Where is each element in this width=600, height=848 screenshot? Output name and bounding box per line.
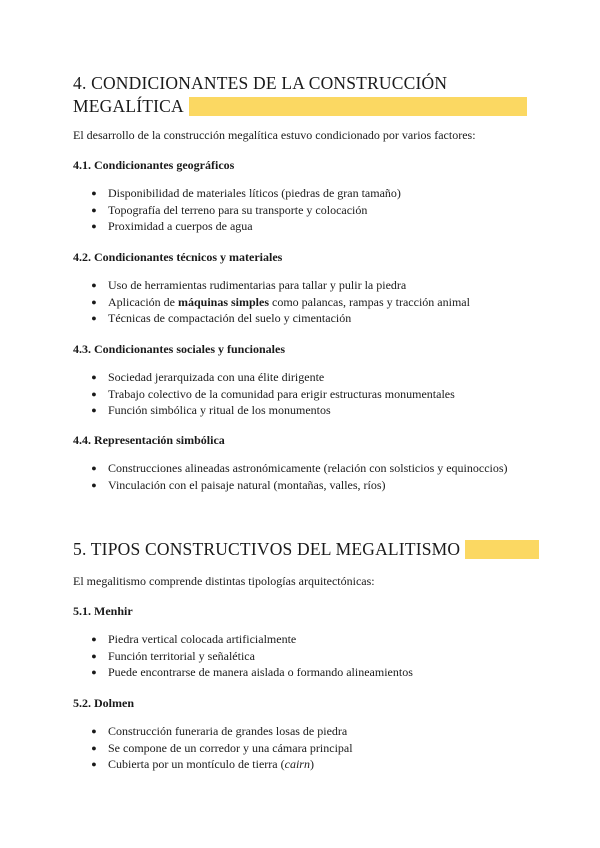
emphasis-text: máquinas simples (177, 294, 270, 309)
list-item: ● Cubierta por un montículo de tierra (cairn) (91, 757, 314, 771)
section-5-intro: El megalitismo comprende distintas tipologías arquitectónicas: (73, 574, 375, 588)
section-4-heading-line2 (73, 95, 527, 118)
subsection-4-2-list (90, 277, 470, 327)
list-item: ● Sociedad jerarquizada con una élite dirigente (91, 370, 325, 384)
list-item: ● Construcciones alineadas astronómicamente (relación con solsticios y equinoccios) (91, 461, 508, 475)
section-5-heading (73, 538, 539, 561)
bullet-icon: ● (91, 634, 97, 644)
section-4-heading (73, 72, 527, 118)
subsection-4-1-list (90, 185, 401, 235)
bullet-icon: ● (91, 313, 97, 323)
list-item: ● Topografía del terreno para su transporte y colocación (91, 202, 368, 217)
section-5-heading-line (73, 538, 539, 561)
bullet-icon: ● (91, 188, 97, 198)
list-item: ● Función simbólica y ritual de los monumentos (91, 403, 331, 417)
bullet-icon: ● (91, 280, 97, 290)
bullet-icon: ● (91, 479, 97, 490)
list-item: ● Construcción funeraria de grandes losas de piedra (91, 724, 348, 738)
section-4-title-line2: MEGALÍTICA (73, 96, 184, 116)
bullet-icon: ● (91, 388, 97, 399)
section-4-title-line1: 4. CONDICIONANTES DE LA CONSTRUCCIÓN (73, 73, 448, 93)
bullet-icon: ● (91, 463, 97, 473)
list-item: ● Vinculación con el paisaje natural (montañas, valles, ríos) (91, 477, 386, 492)
subsection-4-4-title: 4.4. Representación simbólica (73, 433, 225, 447)
bullet-icon: ● (91, 204, 97, 215)
heading-highlight-bar (189, 97, 527, 116)
subsection-5-1-list (90, 631, 413, 681)
bullet-icon: ● (91, 667, 97, 677)
heading-highlight-bar (465, 540, 539, 559)
bullet-icon: ● (91, 221, 97, 231)
list-item: ● Uso de herramientas rudimentarias para tallar y pulir la piedra (91, 278, 407, 292)
list-item: ● Técnicas de compactación del suelo y cimentación (91, 311, 352, 325)
list-item: ● Función territorial y señalética (91, 648, 255, 663)
bullet-icon: ● (91, 372, 97, 382)
list-item: ● Proximidad a cuerpos de agua (91, 219, 253, 233)
bullet-icon: ● (91, 650, 97, 661)
list-item: ● Aplicación de máquinas simples como palancas, rampas y tracción animal (91, 294, 470, 309)
list-item: ● Trabajo colectivo de la comunidad para erigir estructuras monumentales (91, 386, 455, 401)
bullet-icon: ● (91, 405, 97, 415)
list-item: ● Puede encontrarse de manera aislada o formando alineamientos (91, 665, 413, 679)
list-item: ● Disponibilidad de materiales líticos (piedras de gran tamaño) (91, 186, 401, 200)
subsection-5-2-list (90, 723, 353, 773)
bullet-icon: ● (91, 726, 97, 736)
section-4-intro: El desarrollo de la construcción megalítica estuvo condicionado por varios factores: (73, 128, 476, 142)
italic-term: cairn (284, 757, 310, 771)
bullet-icon: ● (91, 296, 97, 307)
subsection-4-3-list (90, 369, 455, 419)
subsection-5-1-title: 5.1. Menhir (73, 604, 133, 618)
subsection-5-2-title: 5.2. Dolmen (73, 696, 134, 710)
subsection-4-3-title: 4.3. Condicionantes sociales y funcionales (73, 342, 286, 356)
bullet-icon: ● (91, 742, 97, 753)
bullet-icon: ● (91, 759, 97, 769)
subsection-4-2-title: 4.2. Condicionantes técnicos y materiales (73, 250, 283, 264)
list-item: ● Piedra vertical colocada artificialmente (91, 632, 297, 646)
subsection-4-4-list (90, 460, 508, 493)
section-5-title: 5. TIPOS CONSTRUCTIVOS DEL MEGALITISMO (73, 539, 461, 559)
subsection-4-1-title: 4.1. Condicionantes geográficos (73, 158, 235, 172)
list-item: ● Se compone de un corredor y una cámara principal (91, 740, 353, 755)
section-4-heading-line1 (73, 72, 527, 95)
